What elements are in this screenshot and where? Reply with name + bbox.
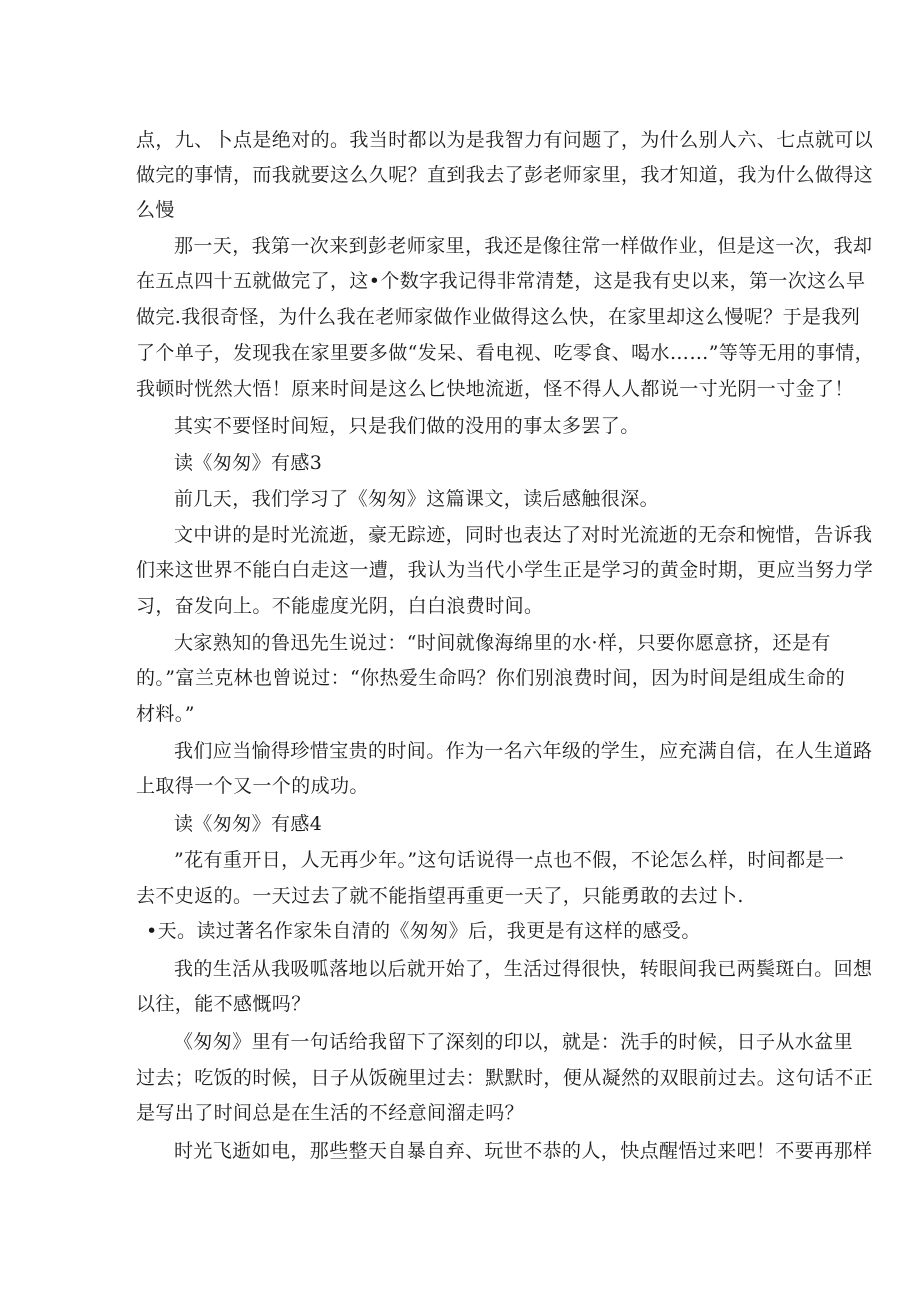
text-line: 时光飞逝如电，那些整天自暴自弃、玩世不恭的人，快点醒悟过来吧！不要再那样: [174, 1140, 873, 1162]
section-heading: 读《匆匆》有感3: [174, 452, 323, 474]
text-line: 在五点四十五就做完了，这•个数字我记得非常清楚，这是我有史以来，第一次这么早: [136, 270, 866, 292]
text-line: 做完.我很奇怪，为什么我在老师家做作业做得这么快，在家里却这么慢呢？于是我列: [136, 306, 861, 328]
text-line: 上取得一个又一个的成功。: [136, 775, 369, 797]
text-line: 以往，能不感慨吗？: [136, 993, 311, 1015]
section-heading: 读《匆匆》有感4: [174, 813, 323, 835]
text-line: 其实不要怪时间短，只是我们做的没用的事太多罢了。: [174, 415, 640, 437]
text-line: 去不史返的。一天过去了就不能指望再重更一天了，只能勇敢的去过卜.: [136, 885, 744, 907]
text-line: 习，奋发向上。不能虚度光阴，白白浪费时间。: [136, 595, 544, 617]
text-line: 点，九、卜点是绝对的。我当时都以为是我智力有问题了，为什么别人六、七点就可以: [136, 129, 874, 151]
text-line: 是写出了时间总是在生活的不经意间溜走吗？: [136, 1102, 525, 1124]
text-line: 们来这世界不能白白走这一遭，我认为当代小学生正是学习的黄金时期，更应当努力学: [136, 559, 874, 581]
text-line: 那一天，我第一次来到彭老师家里，我还是像往常一样做作业，但是这一次，我却: [174, 235, 873, 257]
text-line: •天。读过著名作家朱自清的《匆匆》后，我更是有这样的感受。: [146, 920, 701, 942]
text-line: 么慢: [136, 199, 175, 221]
text-line: 文中讲的是时光流逝，豪无踪迹，同时也表达了对时光流逝的无奈和惋惜，告诉我: [174, 524, 873, 546]
text-line: ”花有重开日，人无再少年。”这句话说得一点也不假，不论怎么样，时间都是一: [174, 849, 845, 871]
text-line: 了个单子，发现我在家里要多做“发呆、看电视、吃零食、喝水……”等等无用的事情，: [136, 342, 875, 364]
text-line: 我顿时恍然大悟！原来时间是这么匕快地流逝，怪不得人人都说一寸光阴一寸金了！: [136, 378, 854, 400]
text-line: 大家熟知的鲁迅先生说过：“时间就像海绵里的水·样，只要你愿意挤，还是有: [174, 632, 831, 654]
text-line: 做完的事情，而我就要这么久呢？直到我去了彭老师家里，我才知道，我为什么做得这: [136, 164, 874, 186]
text-line: 我们应当愉得珍惜宝贵的时间。作为一名六年级的学生，应充满自信，在人生道路: [174, 740, 873, 762]
text-line: 前几天，我们学习了《匆匆》这篇课文，读后感触很深。: [174, 488, 660, 510]
text-line: 的。”富兰克林也曾说过：“你热爱生命吗？你们别浪费时间，因为时间是组成生命的: [136, 667, 846, 689]
text-line: 材料。”: [136, 703, 195, 725]
text-line: 《匆匆》里有一句话给我留下了深刻的印以，就是：洗手的时候，日子从水盆里: [174, 1031, 854, 1053]
text-line: 我的生活从我吸呱落地以后就开始了，生活过得很快，转眼间我已两鬓斑白。回想: [174, 958, 873, 980]
text-line: 过去；吃饭的时候，日子从饭碗里过去：默默时，便从凝然的双眼前过去。这句话不正: [136, 1067, 874, 1089]
